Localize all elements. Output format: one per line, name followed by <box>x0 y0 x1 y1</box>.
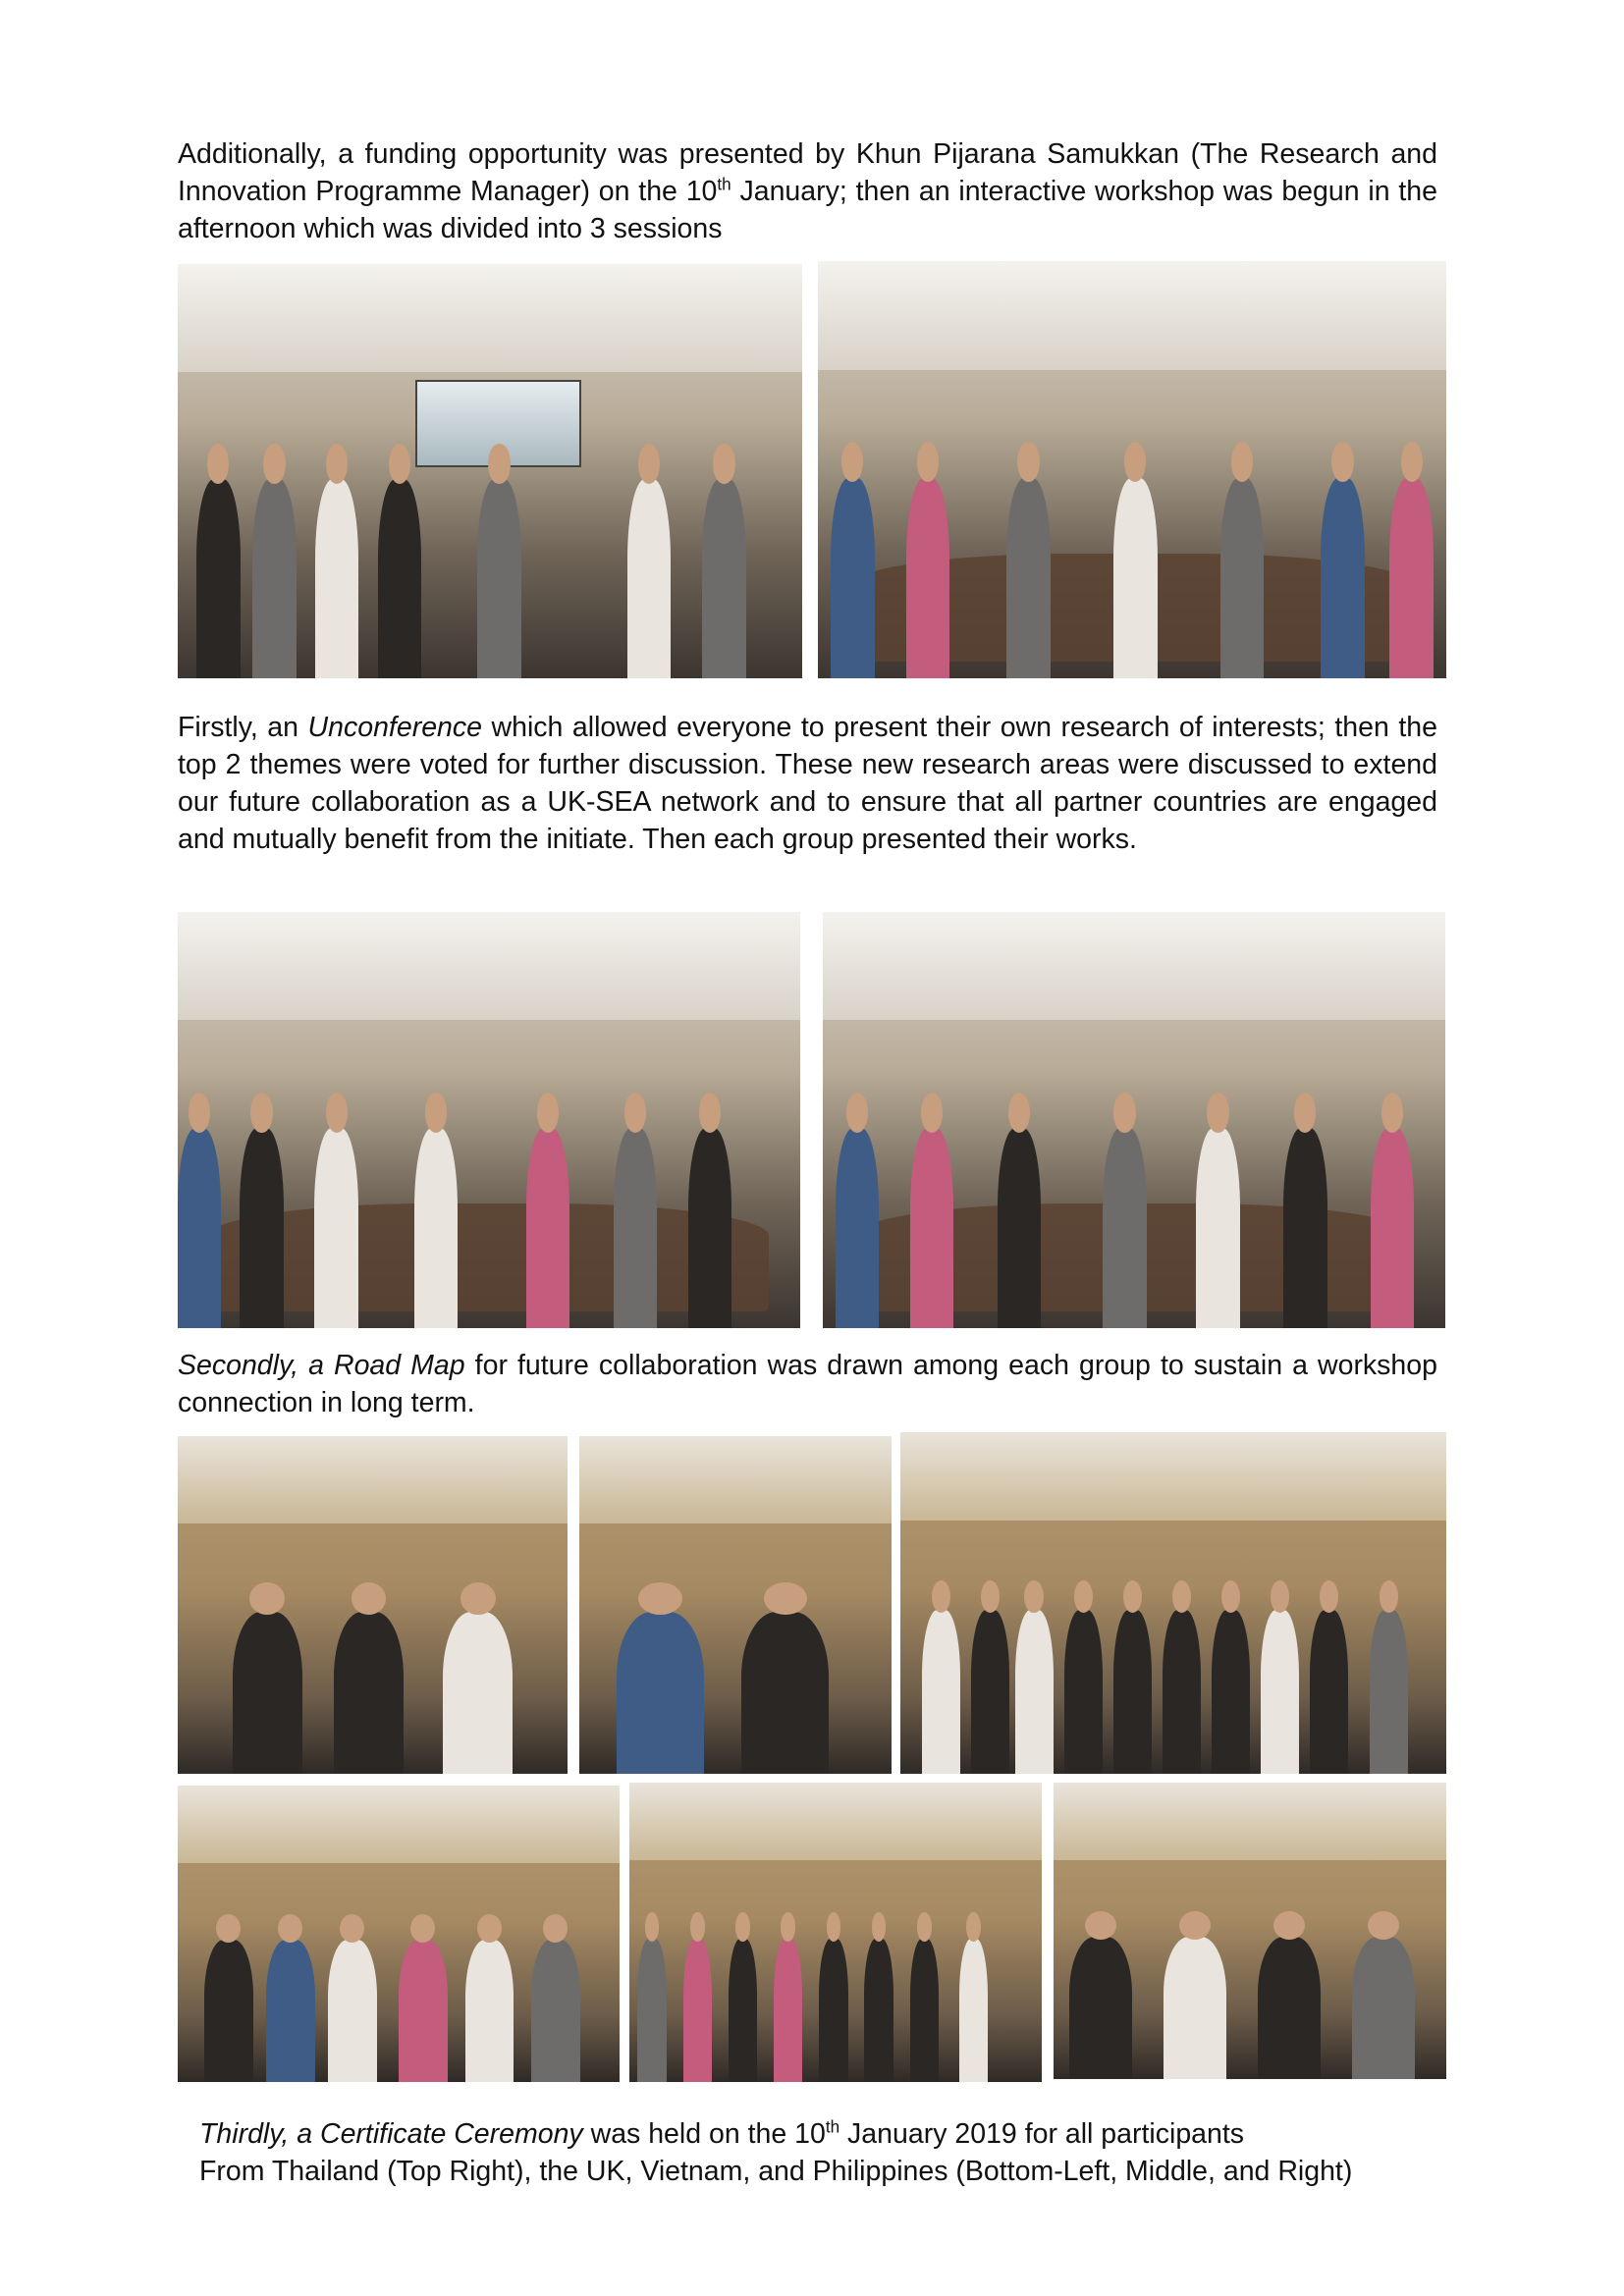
caption-text-continued: January 2019 for all participants <box>839 2118 1245 2150</box>
photo-uk-group <box>178 1786 620 2082</box>
unconference-text-start: Firstly, an <box>178 712 308 743</box>
road-map-text: for future collaboration was drawn among each group to sustain a workshop connection in long term. <box>178 1350 1437 1418</box>
certificate-ceremony-term: Thirdly, a Certificate Ceremony <box>199 2118 583 2150</box>
photo-workshop-presentation <box>178 264 802 678</box>
certificate-ceremony-caption <box>199 2115 1438 2190</box>
road-map-term: Secondly, a Road Map <box>178 1350 465 1381</box>
caption-countries-line: From Thailand (Top Right), the UK, Vietnam, and Philippines (Bottom-Left, Middle, and Right) <box>199 2156 1353 2187</box>
caption-text: was held on the 10 <box>582 2118 826 2150</box>
photo-thailand-group <box>900 1432 1446 1774</box>
unconference-term: Unconference <box>307 712 482 743</box>
photo-roundtable-discussion <box>818 261 1446 678</box>
photo-vietnam-group <box>629 1783 1042 2082</box>
photo-certificate-handover <box>579 1436 892 1774</box>
intro-paragraph <box>178 135 1437 247</box>
unconference-paragraph <box>178 709 1437 858</box>
road-map-paragraph <box>178 1347 1437 1421</box>
intro-text: Additionally, a funding opportunity was presented by Khun Pijarana Samukkan (The Research and Innovation Programme Manager) on the 10 <box>178 138 1437 207</box>
unconference-text: which allowed everyone to present their own research of interests; then the top 2 themes were voted for further discussion. These new research areas were discussed to extend our future collaboration as a UK-SEA network and to ensure that all partner countries are engaged and mutually benefit from the initiate. Then each group presented their works. <box>178 712 1437 855</box>
photo-philippines-group <box>1054 1783 1446 2079</box>
photo-group-presentation <box>823 912 1445 1328</box>
photo-group-session <box>178 912 800 1328</box>
photo-certificate-thailand-women <box>178 1436 568 1774</box>
ordinal-suffix: th <box>717 175 731 194</box>
intro-text-continued: January; then an interactive workshop was begun in the afternoon which was divided into 3 sessions <box>178 176 1437 244</box>
ordinal-suffix: th <box>825 2117 840 2137</box>
